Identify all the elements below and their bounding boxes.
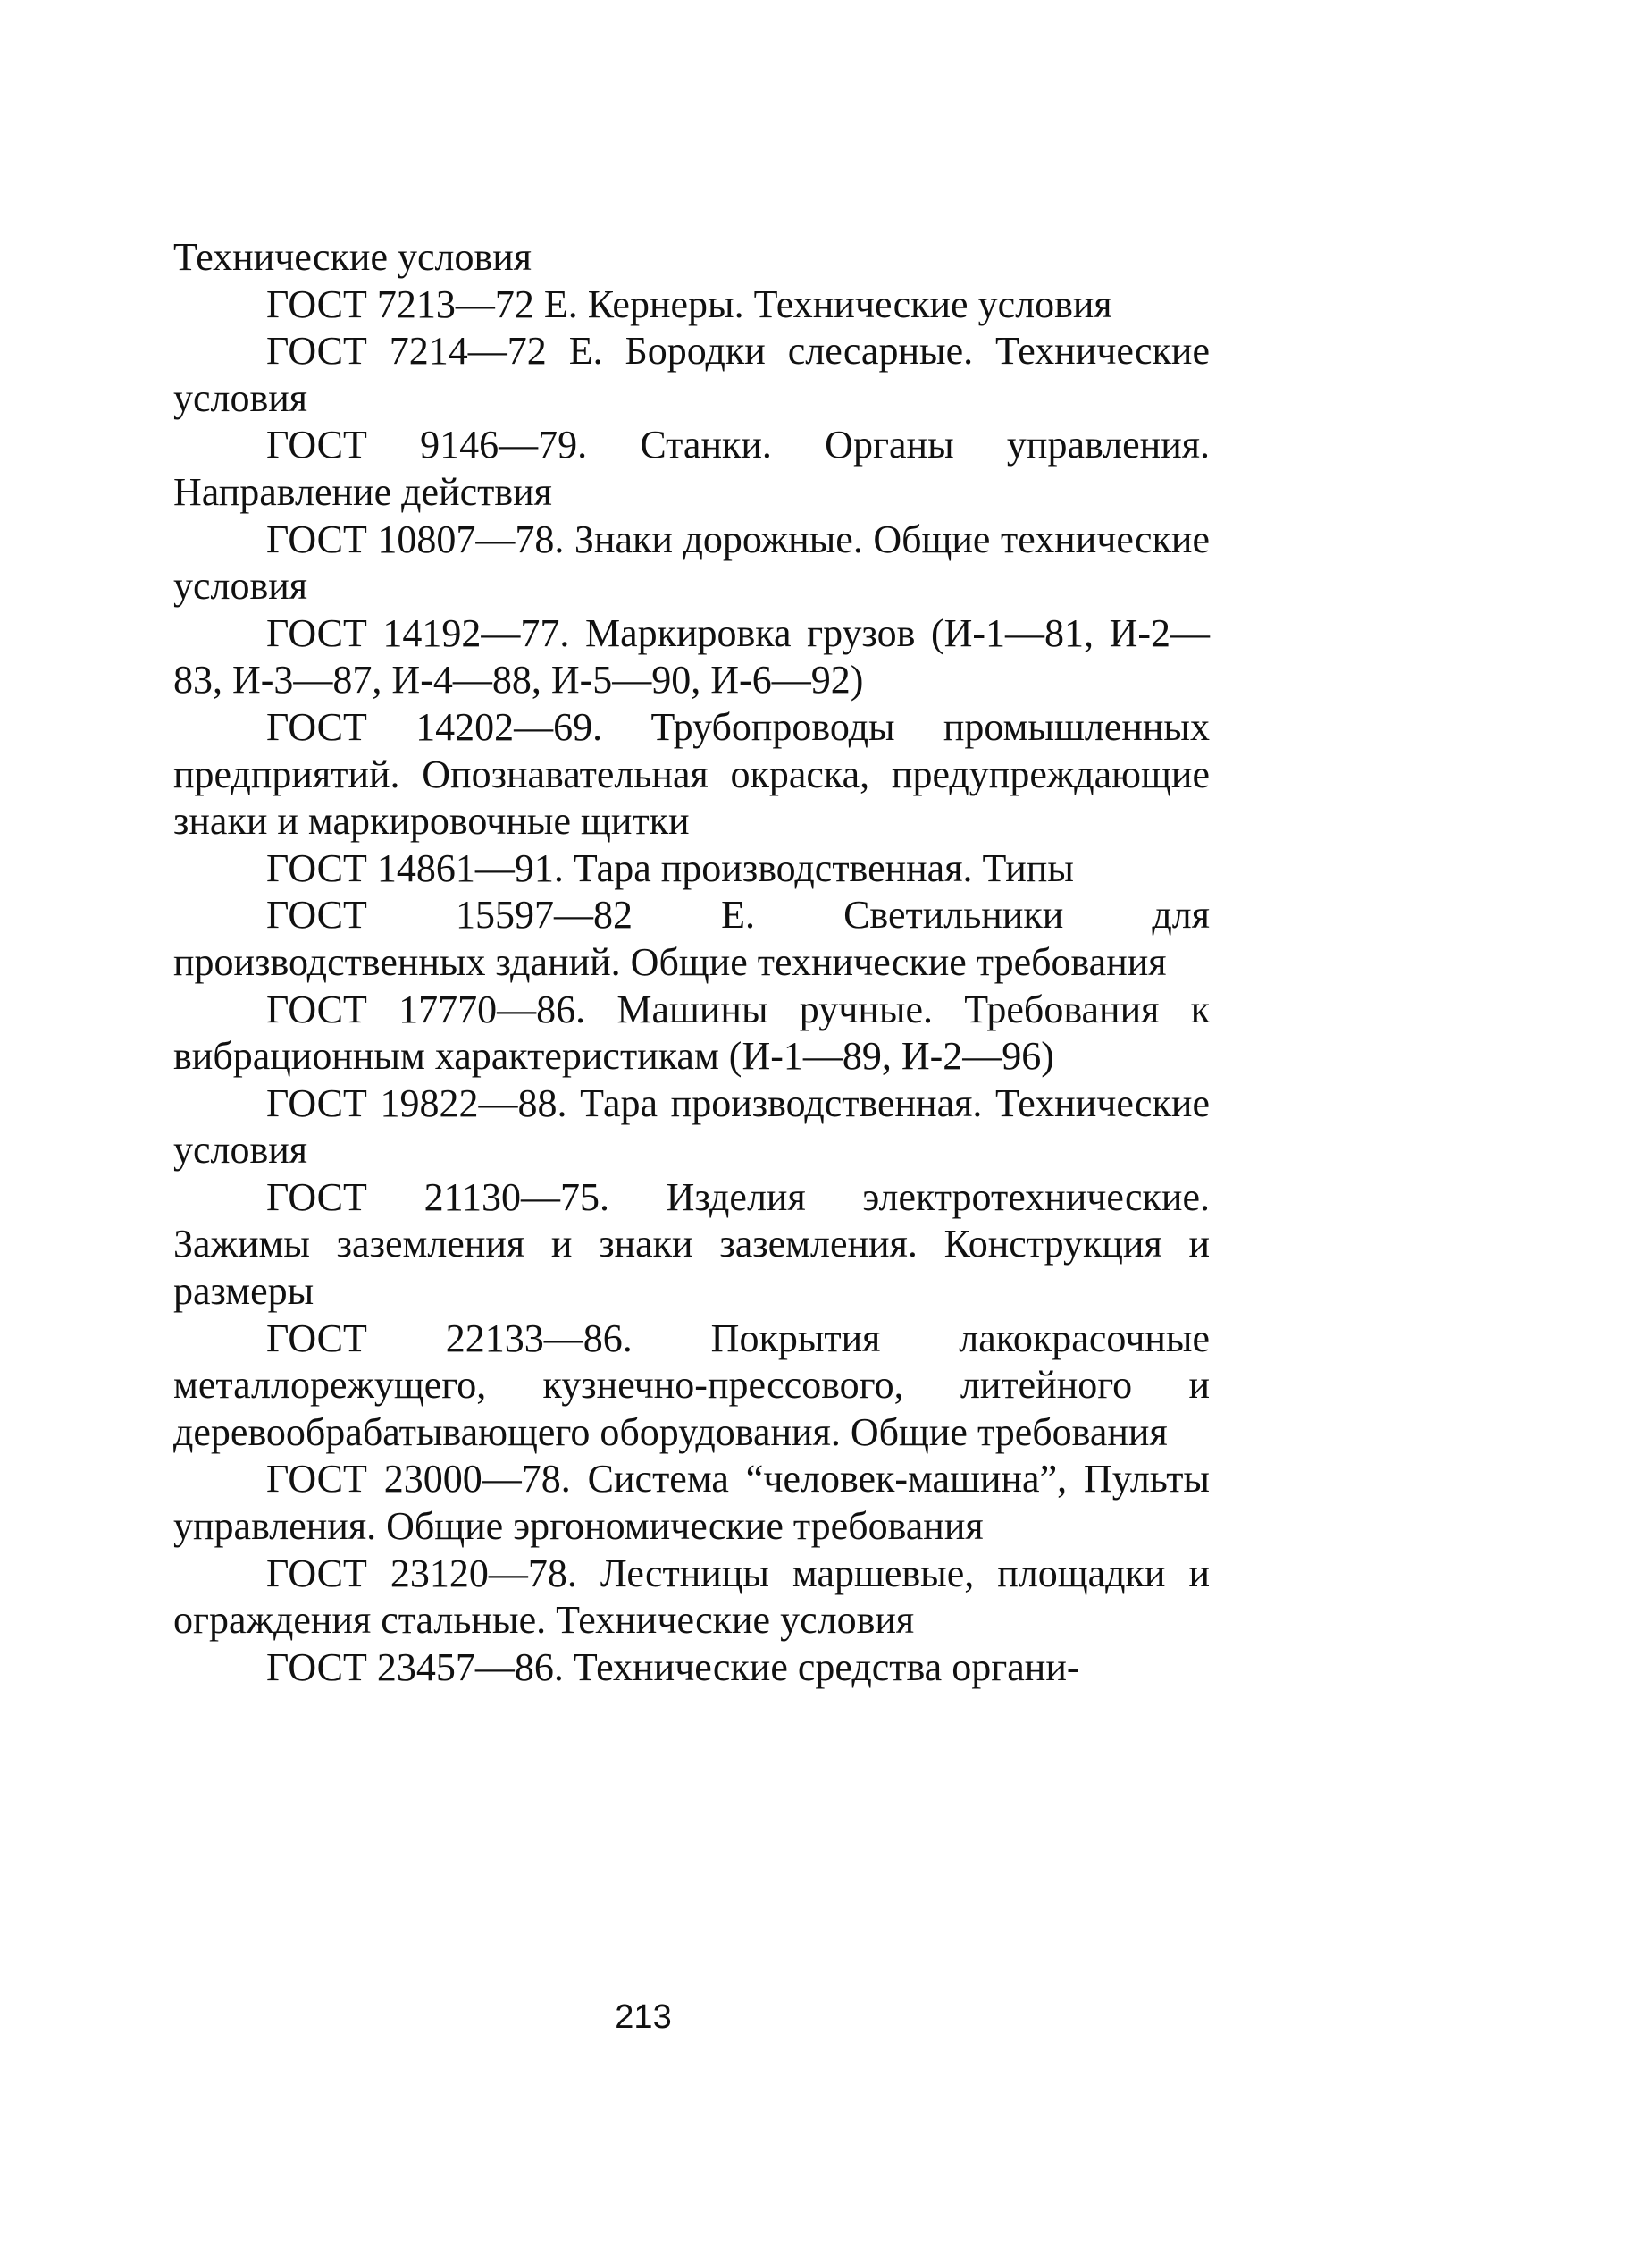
- gost-entry-21130: ГОСТ 21130—75. Изделия электротехнические. Зажимы заземления и знаки заземления. Конструкция и размеры: [173, 1174, 1210, 1314]
- gost-entry-17770: ГОСТ 17770—86. Машины ручные. Требования к вибрационным характеристикам (И-1—89, И-2—96): [173, 987, 1210, 1079]
- gost-entry-19822: ГОСТ 19822—88. Тара производственная. Технические условия: [173, 1081, 1210, 1173]
- continuation-line: Технические условия: [173, 235, 532, 279]
- gost-entry-23120: ГОСТ 23120—78. Лестницы маршевые, площадки и ограждения стальные. Технические условия: [173, 1551, 1210, 1643]
- gost-entry-14192: ГОСТ 14192—77. Маркировка грузов (И-1—81, И-2—83, И-3—87, И-4—88, И-5—90, И-6—92): [173, 610, 1210, 702]
- gost-entry-23457: ГОСТ 23457—86. Технические средства органи-: [266, 1644, 1080, 1689]
- page-text: [173, 234, 1210, 1691]
- gost-entry-23000: ГОСТ 23000—78. Система “человек-машина”, Пульты управления. Общие эргономические требования: [173, 1457, 1210, 1549]
- gost-entry-22133: ГОСТ 22133—86. Покрытия лакокрасочные металлорежущего, кузнечно-прессового, литейного и деревообрабатывающего оборудования. Общие требования: [173, 1316, 1210, 1454]
- gost-entry-10807: ГОСТ 10807—78. Знаки дорожные. Общие технические условия: [173, 517, 1210, 609]
- gost-entry-9146: ГОСТ 9146—79. Станки. Органы управления. Направление действия: [173, 423, 1210, 514]
- gost-entry-7213: ГОСТ 7213—72 Е. Кернеры. Технические условия: [266, 282, 1112, 326]
- gost-entry-14861: ГОСТ 14861—91. Тара производственная. Типы: [266, 845, 1074, 890]
- gost-entry-7214: ГОСТ 7214—72 Е. Бородки слесарные. Технические условия: [173, 329, 1210, 420]
- page-number: 213: [615, 1998, 672, 2036]
- gost-entry-14202: ГОСТ 14202—69. Трубопроводы промышленных предприятий. Опознавательная окраска, предупреждающие знаки и маркировочные щитки: [173, 704, 1210, 844]
- gost-entry-15597: ГОСТ 15597—82 Е. Светильники для производственных зданий. Общие технические требования: [173, 893, 1210, 984]
